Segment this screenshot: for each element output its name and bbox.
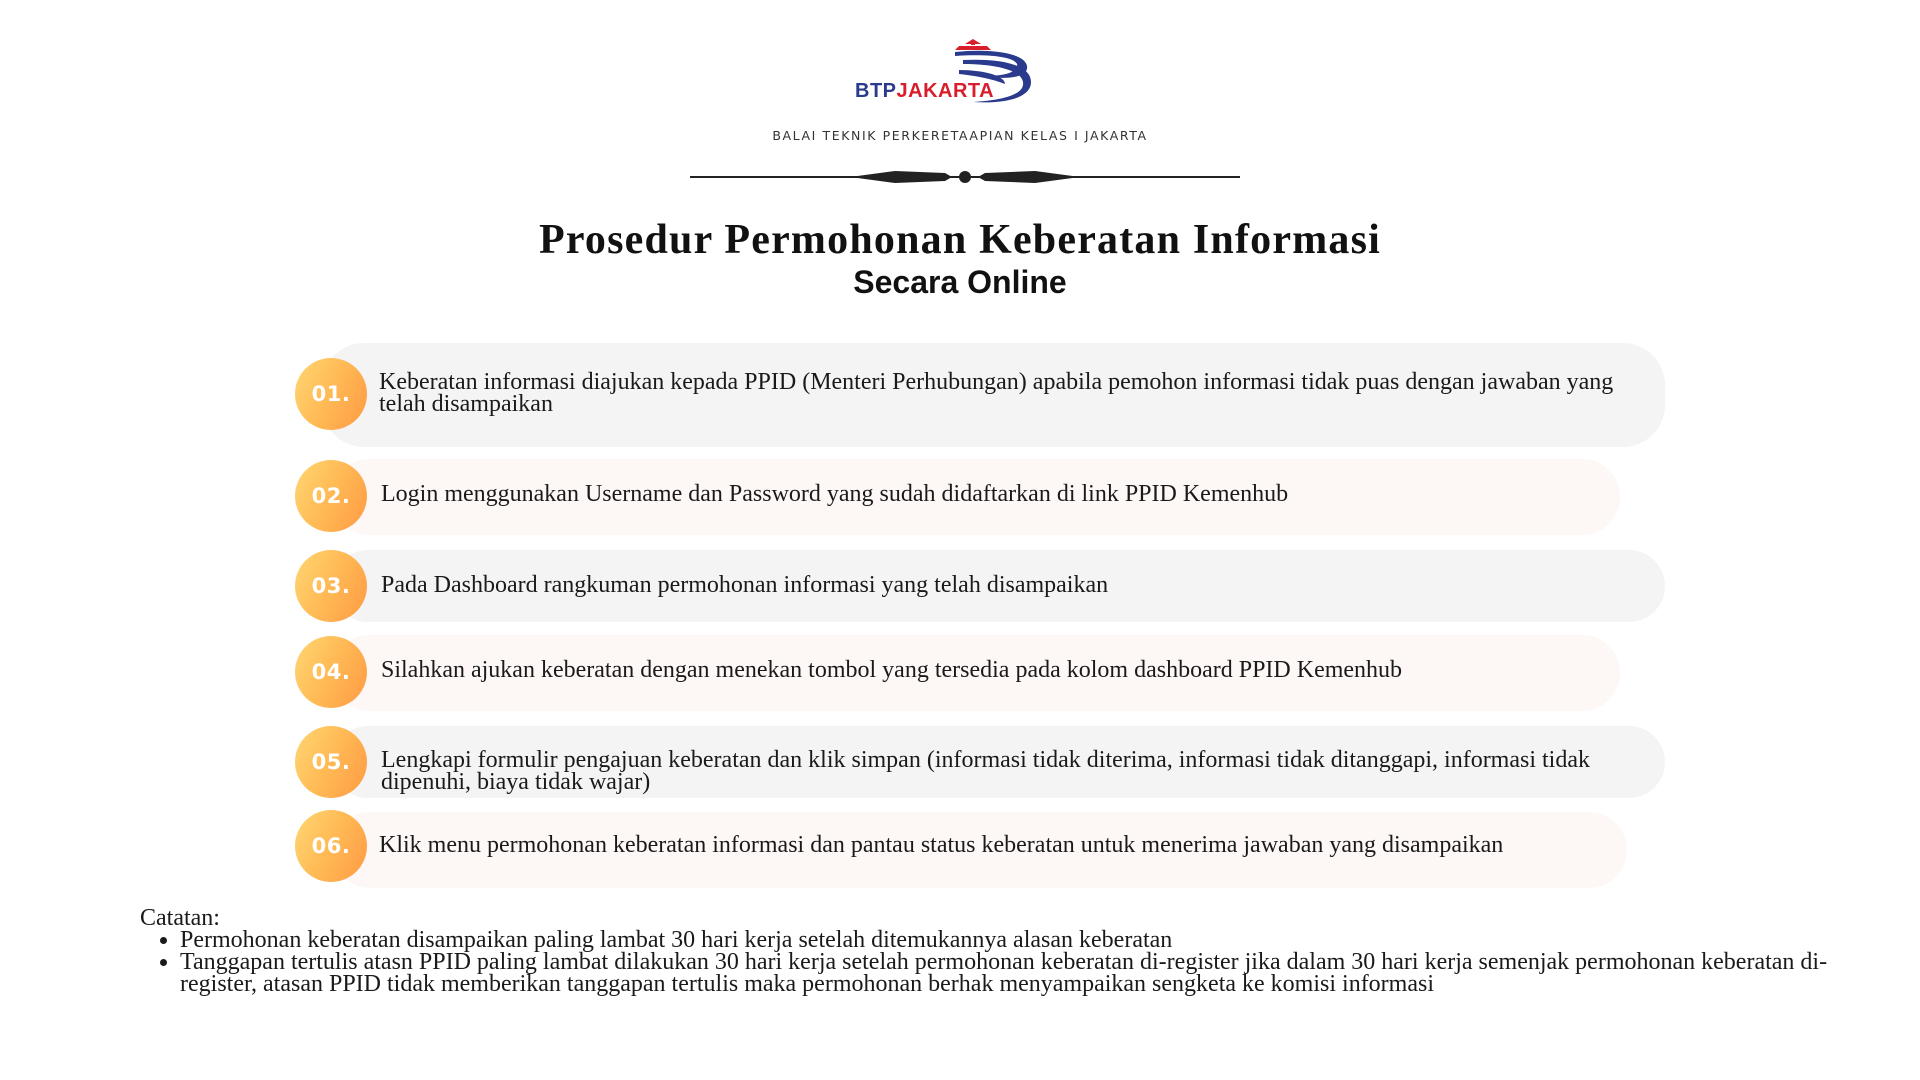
step-6-text: Klik menu permohonan keberatan informasi dan pantau status keberatan untuk menerima jawaban yang disampaikan xyxy=(379,832,1504,858)
step-3-badge: 03. xyxy=(295,550,367,622)
step-2-badge: 02. xyxy=(295,460,367,532)
notes-item: • Permohonan keberatan disampaikan paling lambat 30 hari kerja setelah ditemukannya alasan keberatan xyxy=(180,929,1840,951)
step-5-text: Lengkapi formulir pengajuan keberatan dan klik simpan (informasi tidak diterima, informasi tidak ditanggapi, informasi tidak dipenuhi, biaya tidak wajar) xyxy=(381,747,1590,795)
step-5-badge: 05. xyxy=(295,726,367,798)
step-4-text: Silahkan ajukan keberatan dengan menekan tombol yang tersedia pada kolom dashboard PPID Kemenhub xyxy=(381,657,1403,683)
organization-name: BALAI TEKNIK PERKERETAAPIAN KELAS I JAKARTA xyxy=(772,128,1148,143)
notes-item: • Tanggapan tertulis atasn PPID paling lambat dilakukan 30 hari kerja setelah permohonan keberatan di-register jika dalam 30 hari kerja semenjak permohonan keberatan di-register, atasan PPID tidak memberikan tanggapan tertulis maka permohonan berhak menyampaikan sengketa ke komisi informasi xyxy=(180,951,1840,995)
step-1-text: Keberatan informasi diajukan kepada PPID (Menteri Perhubungan) apabila pemohon informasi tidak puas dengan jawaban yang telah disampaikan xyxy=(379,369,1614,417)
logo-jakarta-text: JAKARTA xyxy=(896,80,995,102)
logo-btp-text: BTP xyxy=(855,80,897,102)
railway-swoosh-icon xyxy=(855,36,1065,116)
btp-jakarta-logo xyxy=(855,36,1065,116)
logo-wordmark xyxy=(855,80,994,103)
step-3-text: Pada Dashboard rangkuman permohonan informasi yang telah disampaikan xyxy=(381,572,1109,598)
step-6-badge: 06. xyxy=(295,810,367,882)
page-subtitle: Secara Online xyxy=(853,264,1067,300)
ornamental-divider xyxy=(690,167,1240,187)
notes-list xyxy=(140,929,1840,995)
notes-label: Catatan: xyxy=(140,905,220,931)
step-1-badge: 01. xyxy=(295,358,367,430)
step-4-badge: 04. xyxy=(295,636,367,708)
step-2-text: Login menggunakan Username dan Password yang sudah didaftarkan di link PPID Kemenhub xyxy=(381,481,1289,507)
page-title: Prosedur Permohonan Keberatan Informasi xyxy=(538,217,1382,263)
notes-section xyxy=(140,907,1840,995)
